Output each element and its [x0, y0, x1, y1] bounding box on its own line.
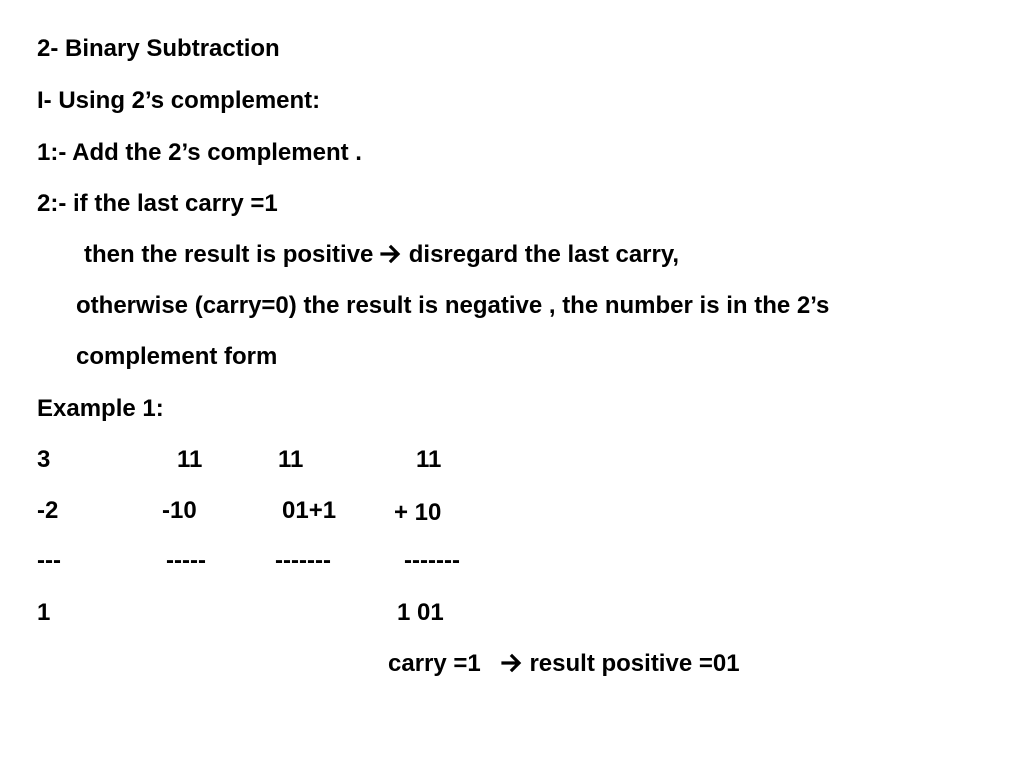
example-cell: 1 — [37, 599, 51, 626]
example-cell: 1 01 — [397, 599, 444, 626]
example-cell: ----- — [166, 547, 206, 574]
example-cell: 3 — [37, 446, 51, 473]
step-2: 2:- if the last carry =1 — [37, 190, 278, 217]
result-value: result positive =01 — [529, 650, 740, 677]
right-arrow-icon — [380, 244, 402, 264]
negative-rule-continued: complement form — [76, 343, 278, 370]
example-cell: + 10 — [394, 499, 442, 526]
negative-rule: otherwise (carry=0) the result is negative , the number is in the 2’s — [76, 292, 830, 319]
positive-rule-condition: then the result is positive — [84, 241, 374, 268]
result-line — [388, 649, 740, 679]
example-cell: 11 — [177, 446, 203, 473]
positive-rule — [84, 240, 679, 270]
slide-title: 2- Binary Subtraction — [37, 35, 280, 62]
positive-rule-action: disregard the last carry, — [408, 241, 680, 268]
example-cell: ------- — [275, 547, 331, 574]
step-1: 1:- Add the 2’s complement . — [37, 139, 362, 166]
example-heading: Example 1: — [37, 395, 164, 422]
right-arrow-icon — [501, 653, 523, 673]
example-cell: -2 — [37, 497, 59, 524]
example-cell: 11 — [278, 446, 304, 473]
carry-value: carry =1 — [388, 650, 481, 677]
example-cell: 01+1 — [282, 497, 337, 524]
example-cell: -10 — [162, 497, 197, 524]
example-cell: --- — [37, 547, 61, 574]
section-heading: I- Using 2’s complement: — [37, 87, 321, 114]
example-cell: ------- — [404, 547, 460, 574]
example-cell: 11 — [416, 446, 442, 473]
